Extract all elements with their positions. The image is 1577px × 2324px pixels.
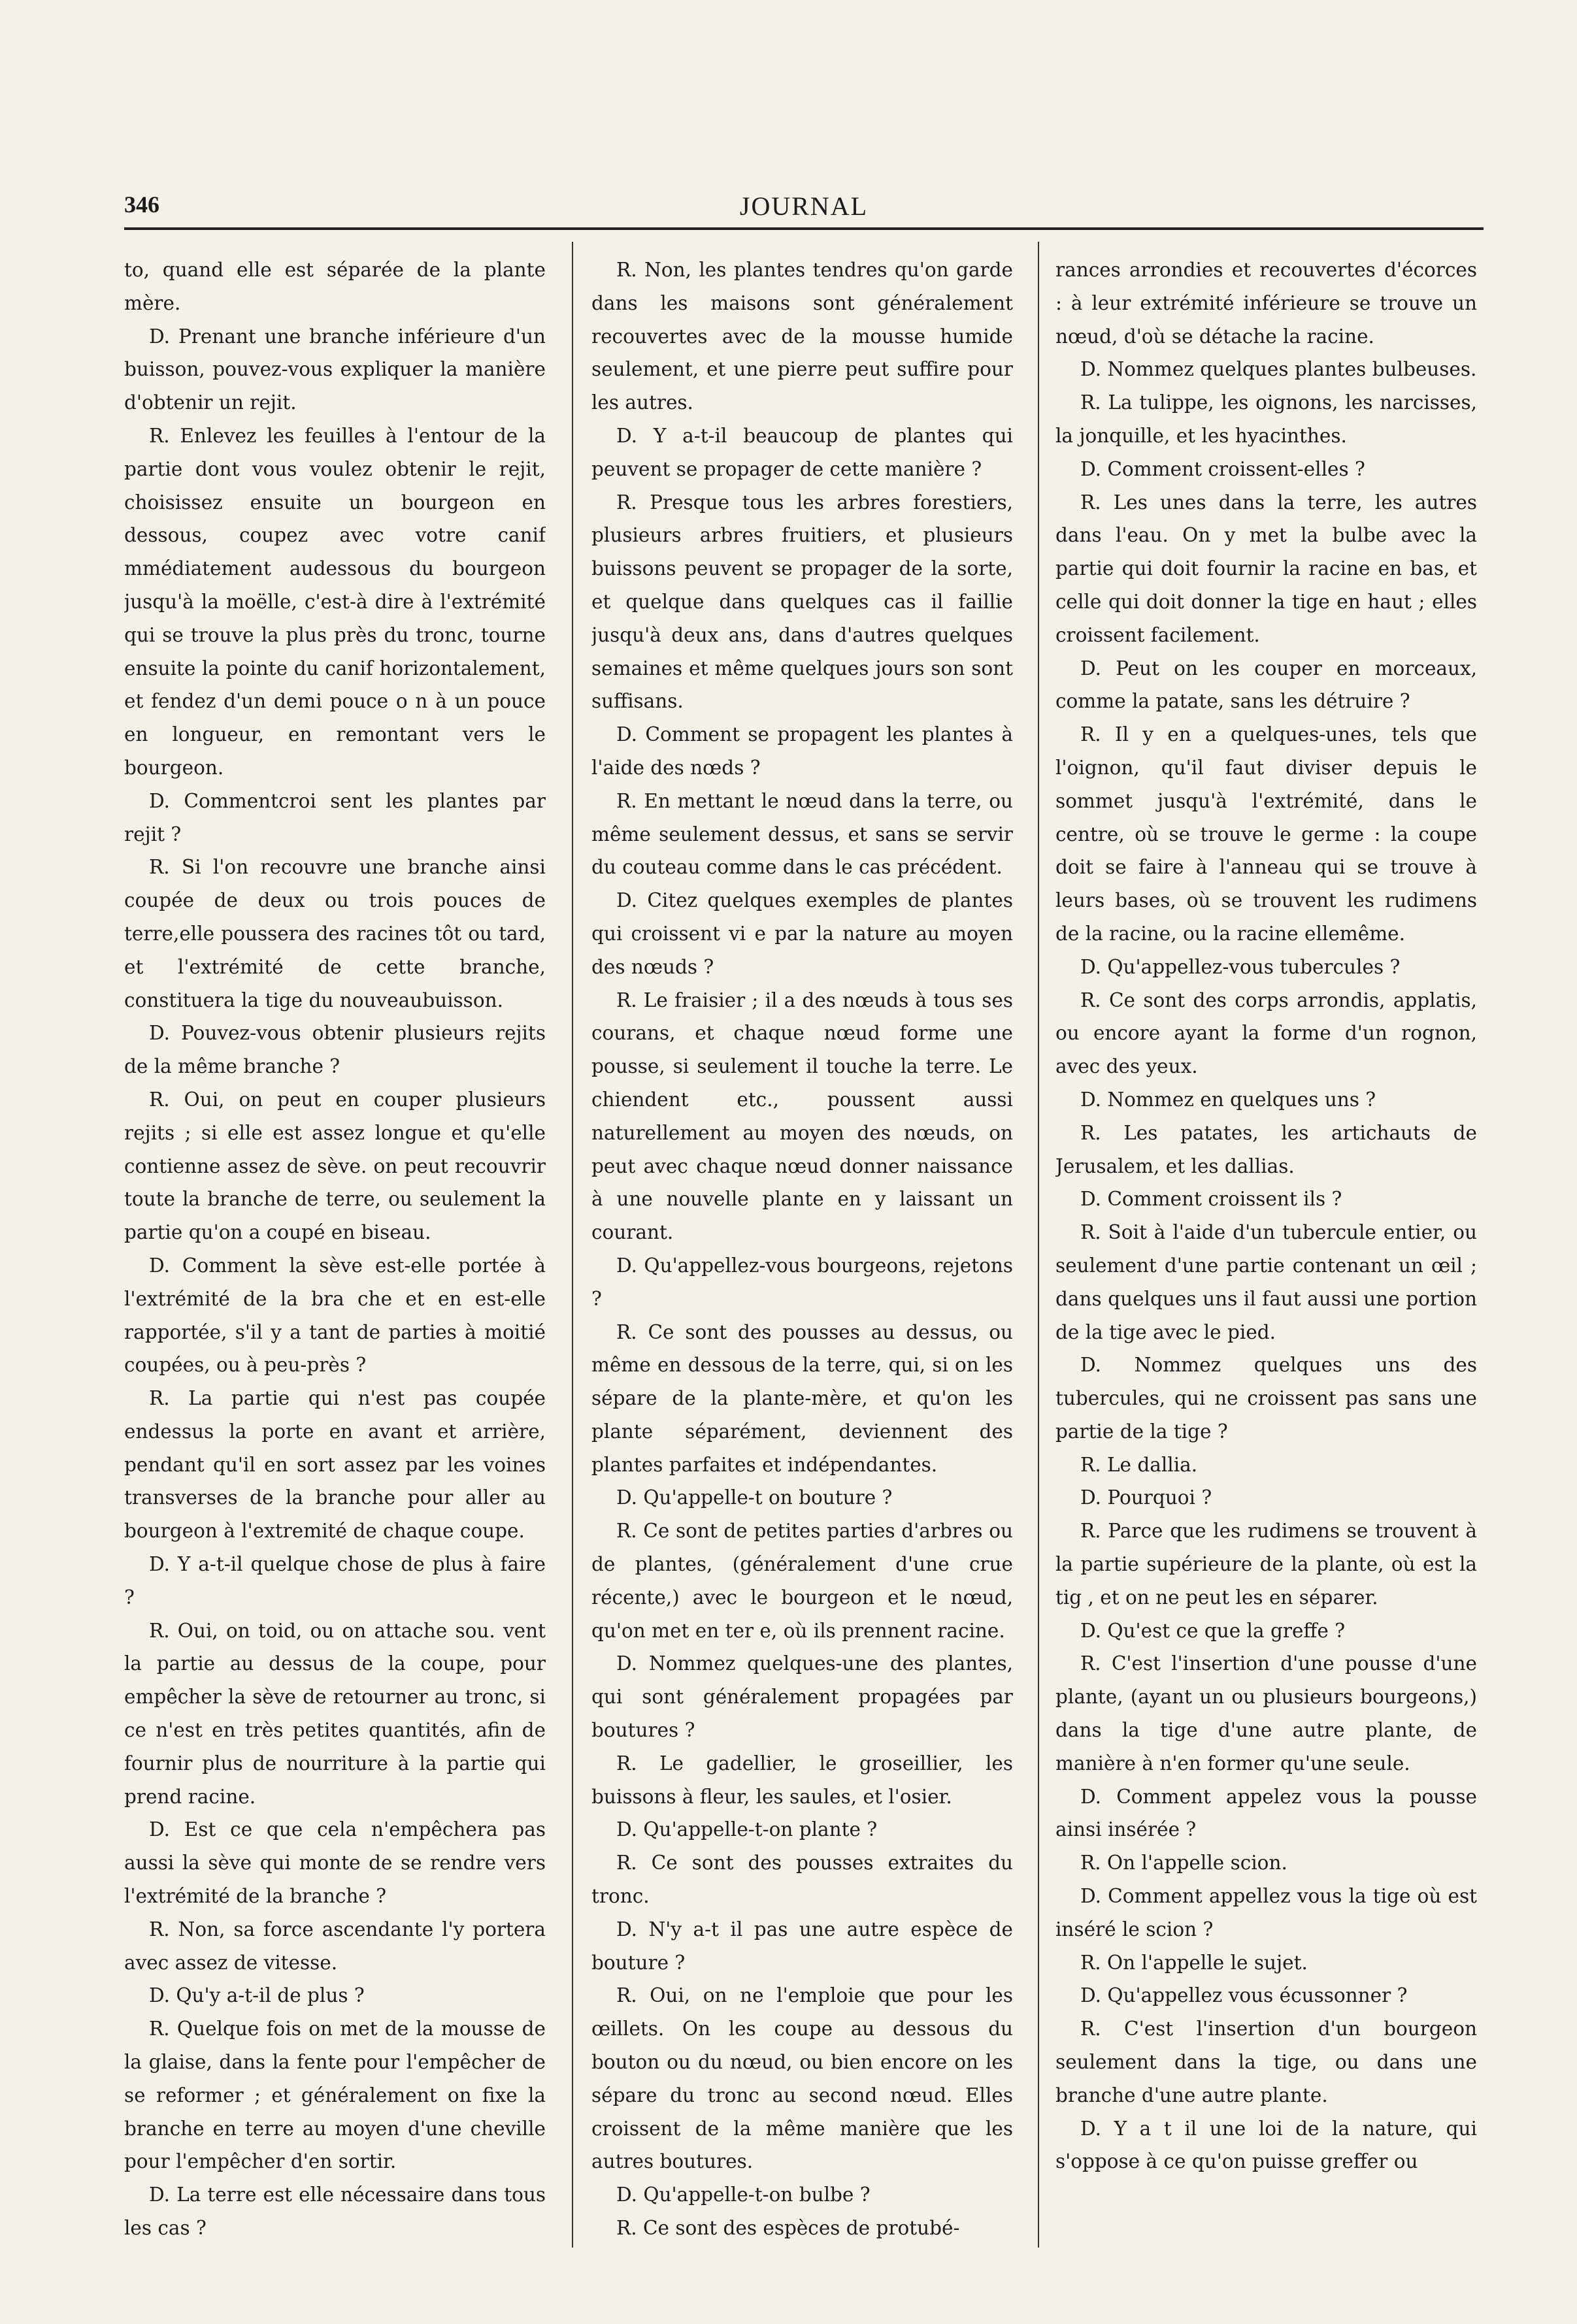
paragraph: D. Comment la sève est-elle portée à l'extrémité de la bra che et en est-elle rapportée, s'il y a tant de parties à moitié coupées, ou à peu-près ? — [124, 1254, 546, 1377]
paragraph: R. On l'appelle le sujet. — [1080, 1951, 1308, 1974]
paragraph: D. Nommez quelques uns des tubercules, qui ne croissent pas sans une partie de la tige ? — [1055, 1354, 1477, 1443]
paragraph: D. Qu'appellez vous écussonner ? — [1080, 1984, 1408, 2007]
paragraph: D. La terre est elle nécessaire dans tous les cas ? — [124, 2184, 546, 2240]
column-divider — [1038, 242, 1039, 2248]
paragraph: D. Qu'appelle-t-on plante ? — [616, 1818, 878, 1841]
paragraph: R. Quelque fois on met de la mousse de la glaise, dans la fente pour l'empêcher de se reformer ; et généralement on fixe la branche en terre au moyen d'une cheville pour l'empêcher d'en sortir. — [124, 2018, 546, 2173]
paragraph: R. Non, sa force ascendante l'y portera avec assez de vitesse. — [124, 1918, 546, 1974]
paragraph: D. Pourquoi ? — [1080, 1486, 1212, 1509]
paragraph: D. Y a-t-il quelque chose de plus à faire ? — [124, 1553, 546, 1609]
paragraph: R. Parce que les rudimens se trouvent à la partie supérieure de la plante, où est la tig , et on ne peut les en séparer. — [1055, 1520, 1477, 1609]
paragraph: rances arrondies et recouvertes d'écorces : à leur extrémité inférieure se trouve un nœud, d'où se détache la racine. — [1055, 259, 1477, 348]
paragraph: D. Comment croissent-elles ? — [1080, 457, 1365, 480]
paragraph: R. Presque tous les arbres forestiers, plusieurs arbres fruitiers, et plusieurs buissons peuvent se propager de la sorte, et quelque dans quelques cas il faillie jusqu'à deux ans, dans d'autres quelques semaines et même quelques jours son sont suffisans. — [591, 491, 1013, 713]
paragraph: R. Ce sont des pousses extraites du tronc. — [591, 1852, 1013, 1908]
paragraph: D. Comment appelez vous la pousse ainsi insérée ? — [1055, 1785, 1477, 1841]
paragraph: D. Citez quelques exemples de plantes qui croissent vi e par la nature au moyen des nœuds ? — [591, 889, 1013, 978]
paragraph: D. Commentcroi sent les plantes par rejit ? — [124, 789, 546, 845]
paragraph: R. Soit à l'aide d'un tubercule entier, ou seulement d'une partie contenant un œil ; dans quelques uns il faut aussi une portion de la tige avec le pied. — [1055, 1221, 1477, 1343]
paragraph: D. Qu'appellez-vous bourgeons, rejetons ? — [591, 1254, 1013, 1310]
paragraph: R. Le gadellier, le groseillier, les buissons à fleur, les saules, et l'osier. — [591, 1752, 1013, 1808]
paragraph: R. En mettant le nœud dans la terre, ou même seulement dessus, et sans se servir du couteau comme dans le cas précédent. — [591, 789, 1013, 879]
running-title: JOURNAL — [739, 191, 869, 221]
text-column-2 — [591, 254, 1013, 2285]
paragraph: R. La tulippe, les oignons, les narcisses, la jonquille, et les hyacinthes. — [1055, 391, 1477, 447]
paragraph: D. Comment appellez vous la tige où est inséré le scion ? — [1055, 1885, 1477, 1940]
paragraph: D. Est ce que cela n'empêchera pas aussi la sève qui monte de se rendre vers l'extrémité de la branche ? — [124, 1818, 546, 1908]
paragraph: R. Ce sont des espèces de protubé- — [616, 2217, 960, 2240]
paragraph: R. C'est l'insertion d'un bourgeon seulement dans la tige, ou dans une branche d'une autre plante. — [1055, 2018, 1477, 2106]
column-divider — [572, 242, 573, 2248]
paragraph: D. Prenant une branche inférieure d'un buisson, pouvez-vous expliquer la manière d'obtenir un rejit. — [124, 325, 546, 414]
paragraph: D. Nommez en quelques uns ? — [1080, 1088, 1376, 1111]
paragraph: R. Les unes dans la terre, les autres dans l'eau. On y met la bulbe avec la partie qui doit fournir la racine en bas, et celle qui doit donner la tige en haut ; elles croissent facilement. — [1055, 491, 1477, 646]
text-column-1 — [124, 254, 546, 2285]
paragraph: R. Ce sont des pousses au dessus, ou même en dessous de la terre, qui, si on les sépare de la plante-mère, et qu'on les plante séparément, deviennent des plantes parfaites et indépendantes. — [591, 1320, 1013, 1476]
paragraph: D. Qu'appellez-vous tubercules ? — [1080, 955, 1401, 978]
paragraph: D. N'y a-t il pas une autre espèce de bouture ? — [591, 1918, 1013, 1974]
paragraph: R. Le fraisier ; il a des nœuds à tous ses courans, et chaque nœud forme une pousse, si seulement il touche la terre. Le chiendent etc., poussent aussi naturellement au moyen des nœuds, on peut avec chaque nœud donner naissance à une nouvelle plante en y laissant un courant. — [591, 989, 1013, 1244]
paragraph: R. Oui, on toid, ou on attache sou. vent la partie au dessus de la coupe, pour empêcher la sève de retourner au tronc, si ce n'est en très petites quantités, afin de fournir plus de nourriture à la partie qui prend racine. — [124, 1619, 546, 1808]
paragraph: D. Comment se propagent les plantes à l'aide des nœds ? — [591, 723, 1013, 779]
paragraph: D. Nommez quelques plantes bulbeuses. — [1080, 358, 1477, 381]
page-header — [124, 191, 1484, 230]
paragraph: R. Oui, on ne l'emploie que pour les œillets. On les coupe au dessous du bouton ou du nœud, ou bien encore on les sépare du tronc au second nœud. Elles croissent de la même manière que les autres boutures. — [591, 1984, 1013, 2173]
paragraph: D. Comment croissent ils ? — [1080, 1188, 1342, 1211]
paragraph: R. Si l'on recouvre une branche ainsi coupée de deux ou trois pouces de terre,elle poussera des racines tôt ou tard, et l'extrémité de cette branche, constituera la tige du nouveaubuisson. — [124, 856, 546, 1011]
paragraph: D. Qu'est ce que la greffe ? — [1080, 1619, 1346, 1642]
paragraph: D. Pouvez-vous obtenir plusieurs rejits de la même branche ? — [124, 1022, 546, 1078]
header-rule — [124, 227, 1484, 230]
text-column-3 — [1055, 254, 1477, 2285]
paragraph: R. Oui, on peut en couper plusieurs rejits ; si elle est assez longue et qu'elle contienne assez de sève. on peut recouvrir toute la branche de terre, ou seulement la partie qu'on a coupé en biseau. — [124, 1088, 546, 1244]
paragraph: R. Les patates, les artichauts de Jerusalem, et les dallias. — [1055, 1121, 1477, 1177]
paragraph: R. Enlevez les feuilles à l'entour de la partie dont vous voulez obtenir le rejit, choisissez ensuite un bourgeon en dessous, coupez avec votre canif mmédiatement audessous du bourgeon jusqu'à la moëlle, c'est-à dire à l'extrémité qui se trouve la plus près du tronc, tourne ensuite la pointe du canif horizontalement, et fendez d'un demi pouce o n à un pouce en longueur, en remontant vers le bourgeon. — [124, 424, 546, 779]
page-number: 346 — [124, 191, 159, 218]
paragraph: D. Peut on les couper en morceaux, comme la patate, sans les détruire ? — [1055, 657, 1477, 713]
paragraph: R. C'est l'insertion d'une pousse d'une plante, (ayant un ou plusieurs bourgeons,) dans la tige d'une autre plante, de manière à n'en former qu'une seule. — [1055, 1652, 1477, 1775]
paragraph: D. Y a t il une loi de la nature, qui s'oppose à ce qu'on puisse greffer ou — [1055, 2117, 1477, 2173]
paragraph: R. On l'appelle scion. — [1080, 1852, 1287, 1874]
paragraph: D. Nommez quelques-une des plantes, qui sont généralement propagées par boutures ? — [591, 1652, 1013, 1742]
paragraph: to, quand elle est séparée de la plante mère. — [124, 259, 546, 314]
paragraph: R. Non, les plantes tendres qu'on garde dans les maisons sont généralement recouvertes avec de la mousse humide seulement, et une pierre peut suffire pour les autres. — [591, 259, 1013, 414]
paragraph: R. Il y en a quelques-unes, tels que l'oignon, qu'il faut diviser depuis le sommet jusqu'à l'extrémité, dans le centre, où se trouve le germe : la coupe doit se faire à l'anneau qui se trouve à leurs bases, où se trouvent les rudimens de la racine, ou la racine ellemême. — [1055, 723, 1477, 945]
paragraph: R. Ce sont de petites parties d'arbres ou de plantes, (généralement d'une crue récente,) avec le bourgeon et le nœud, qu'on met en ter e, où ils prennent racine. — [591, 1520, 1013, 1642]
paragraph: D. Y a-t-il beaucoup de plantes qui peuvent se propager de cette manière ? — [591, 424, 1013, 480]
paragraph: R. Ce sont des corps arrondis, applatis, ou encore ayant la forme d'un rognon, avec des yeux. — [1055, 989, 1477, 1078]
paragraph: R. La partie qui n'est pas coupée endessus la porte en avant et arrière, pendant qu'il en sort assez par les voines transverses de la branche pour aller au bourgeon à l'extremité de chaque coupe. — [124, 1387, 546, 1543]
paragraph: D. Qu'appelle-t on bouture ? — [616, 1486, 893, 1509]
paragraph: R. Le dallia. — [1080, 1453, 1198, 1476]
paragraph: D. Qu'appelle-t-on bulbe ? — [616, 2184, 871, 2206]
paragraph: D. Qu'y a-t-il de plus ? — [149, 1984, 365, 2007]
